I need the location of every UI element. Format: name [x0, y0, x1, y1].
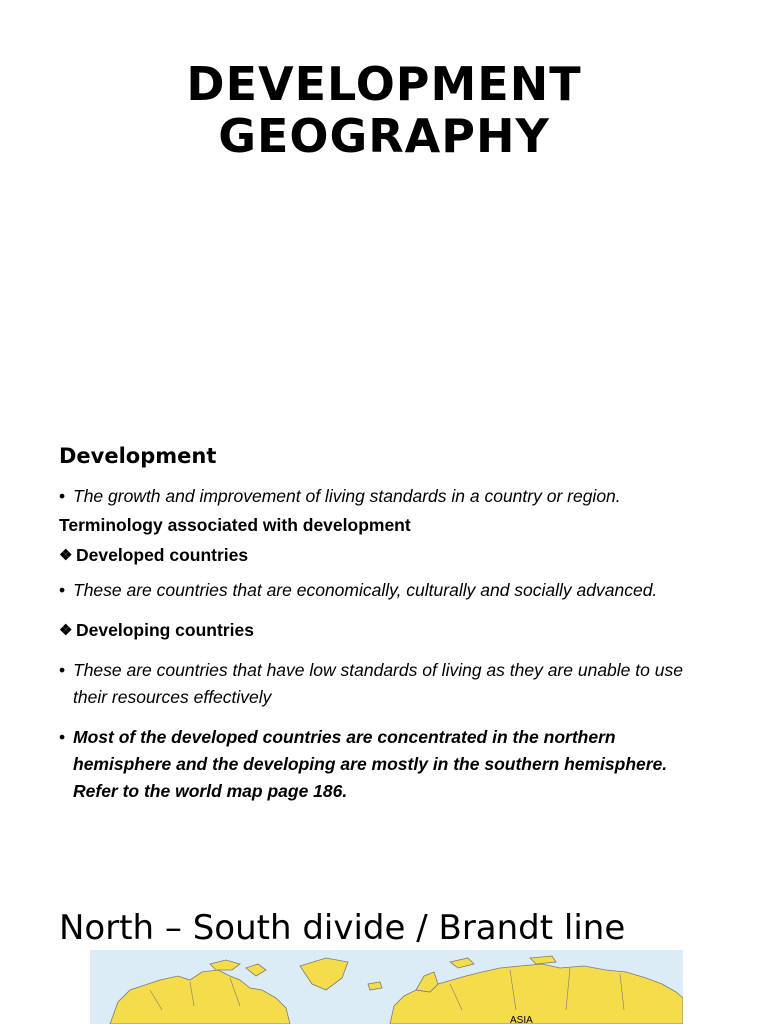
developed-description-text: These are countries that are economically, culturally and socially advanced. — [73, 580, 658, 600]
map-label-asia: ASIA — [510, 1015, 533, 1024]
bullet-icon: • — [59, 580, 66, 600]
developing-countries-item — [59, 617, 254, 644]
developed-description-bullet — [59, 577, 709, 604]
title-line-1: DEVELOPMENT — [186, 57, 582, 111]
brandt-line-title: North – South divide / Brandt line — [59, 908, 626, 948]
title-line-2: GEOGRAPHY — [218, 109, 550, 163]
terminology-heading: Terminology associated with development — [59, 515, 411, 535]
bullet-icon: • — [59, 660, 66, 680]
section-heading-development: Development — [59, 444, 217, 468]
definition-bullet — [59, 483, 709, 510]
developing-countries-label: Developing countries — [76, 620, 254, 640]
bullet-icon: • — [59, 486, 66, 506]
developing-description-bullet — [59, 657, 709, 711]
bullet-icon: • — [59, 727, 66, 747]
developed-countries-label: Developed countries — [76, 545, 249, 565]
developing-description-text: These are countries that have low standards of living as they are unable to use their resources effectively — [73, 660, 683, 707]
hemisphere-note-bullet — [59, 724, 709, 805]
hemisphere-note-text: Most of the developed countries are concentrated in the northern hemisphere and the developing are mostly in the southern hemisphere. Refer to the world map page 186. — [73, 727, 668, 801]
world-map-graphic — [90, 950, 683, 1024]
diamond-bullet-icon: ❖ — [59, 622, 73, 639]
document-title — [0, 58, 768, 162]
world-map — [90, 950, 683, 1024]
developed-countries-item — [59, 542, 248, 569]
diamond-bullet-icon: ❖ — [59, 547, 73, 564]
definition-text: The growth and improvement of living standards in a country or region. — [73, 486, 621, 506]
